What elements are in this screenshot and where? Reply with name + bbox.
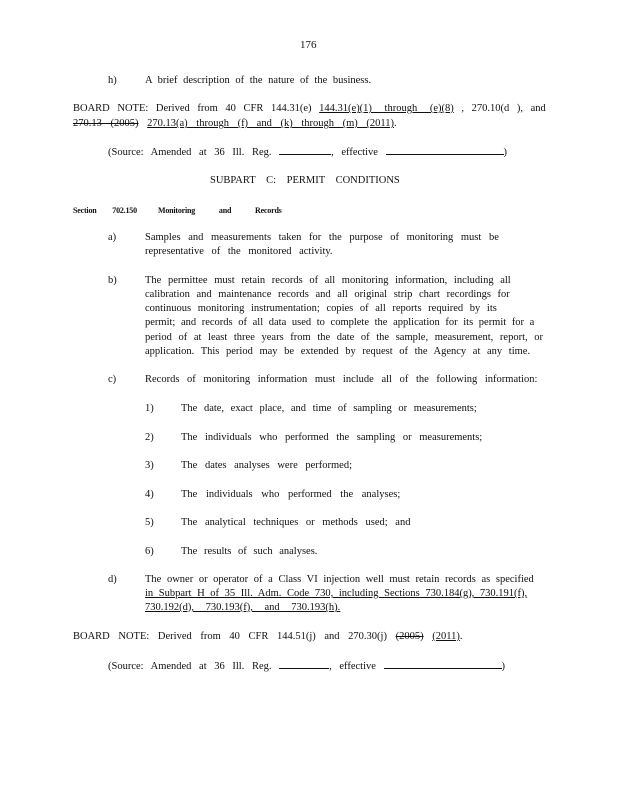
item-c-6-label: 6) <box>145 546 154 557</box>
board-note-1-line2 <box>73 117 397 131</box>
item-h-label: h) <box>108 75 117 86</box>
board-note-1-lead: BOARD NOTE: Derived from 40 CFR 144.31(e) <box>73 103 312 114</box>
item-d-label: d) <box>108 574 117 585</box>
item-a-line-1: Samples and measurements taken for the purpose of monitoring must be <box>145 232 499 243</box>
item-c-5-label: 5) <box>145 517 154 528</box>
item-a-line-2: representative of the monitored activity. <box>145 246 333 257</box>
board-note-1-insertion-2: 270.13(a) through (f) and (k) through (m) (2011) <box>147 118 395 129</box>
source-1-mid: , effective <box>331 147 378 158</box>
board-note-2-end: . <box>459 631 463 642</box>
item-a-label: a) <box>108 232 117 243</box>
subpart-heading: SUBPART C: PERMIT CONDITIONS <box>210 175 400 186</box>
source-2-effective-blank <box>384 659 502 669</box>
item-c-1-label: 1) <box>145 403 154 414</box>
board-note-2 <box>73 630 462 644</box>
item-b-line-2: calibration and maintenance records and all original strip chart recordings for <box>145 289 510 300</box>
item-c-1-text: The date, exact place, and time of sampling or measurements; <box>181 403 477 414</box>
page-number: 176 <box>300 39 317 51</box>
board-note-1-line1 <box>73 102 546 116</box>
source-2-mid: , effective <box>329 661 376 672</box>
section-title: Monitoring and Records <box>158 206 282 215</box>
item-d-line-1: The owner or operator of a Class VI injection well must retain records as specified <box>145 574 534 585</box>
source-2-end: ) <box>501 661 506 672</box>
item-b-line-6: application. This period may be extended by request of the Agency at any time. <box>145 346 531 357</box>
item-c-label: c) <box>108 374 117 385</box>
source-1-end: ) <box>503 147 508 158</box>
item-c-4-label: 4) <box>145 489 154 500</box>
item-c-6-text: The results of such analyses. <box>181 546 318 557</box>
board-note-2-lead: BOARD NOTE: Derived from 40 CFR 144.51(j) and 270.30(j) <box>73 631 387 642</box>
board-note-1-end: . <box>394 118 397 129</box>
board-note-2-deletion: (2005) <box>395 631 424 642</box>
item-b-label: b) <box>108 275 117 286</box>
item-c-2-label: 2) <box>145 432 154 443</box>
item-b-line-3: continuous monitoring instrumentation; copies of all reports required by its <box>145 303 497 314</box>
item-b-line-4: permit; and records of all data used to complete the application for its permit for a <box>145 317 535 328</box>
item-h-text: A brief description of the nature of the business. <box>145 75 372 86</box>
section-number: Section 702.150 <box>73 206 137 215</box>
source-2-reg-blank <box>279 659 329 669</box>
item-c-5-text: The analytical techniques or methods used; and <box>181 517 411 528</box>
item-c-4-text: The individuals who performed the analyses; <box>181 489 401 500</box>
source-1-reg-blank <box>279 145 331 155</box>
board-note-1-deletion-1: 270.13 (2005) <box>73 118 139 129</box>
source-1-effective-blank <box>386 145 504 155</box>
source-2-text: (Source: Amended at 36 Ill. Reg. <box>108 661 272 672</box>
item-b-line-5: period of at least three years from the date of the sample, measurement, report, or <box>145 332 543 343</box>
board-note-1-insertion-1: 144.31(e)(1) through (e)(8) <box>319 103 454 114</box>
item-c-3-label: 3) <box>145 460 154 471</box>
source-1-text: (Source: Amended at 36 Ill. Reg. <box>108 147 272 158</box>
item-d-line-2: in Subpart H of 35 Ill. Adm. Code 730, including Sections 730.184(g), 730.191(f), <box>145 588 528 599</box>
item-c-3-text: The dates analyses were performed; <box>181 460 353 471</box>
item-c-text: Records of monitoring information must include all of the following information: <box>145 374 538 385</box>
board-note-2-insertion: (2011) <box>432 631 460 642</box>
source-note-1 <box>108 145 507 160</box>
board-note-1-mid-1: , 270.10(d ), and <box>461 103 546 114</box>
item-d-line-3: 730.192(d), 730.193(f), and 730.193(h). <box>145 602 341 613</box>
item-c-2-text: The individuals who performed the sampling or measurements; <box>181 432 483 443</box>
item-b-line-1: The permittee must retain records of all monitoring information, including all <box>145 275 511 286</box>
source-note-2 <box>108 659 505 674</box>
